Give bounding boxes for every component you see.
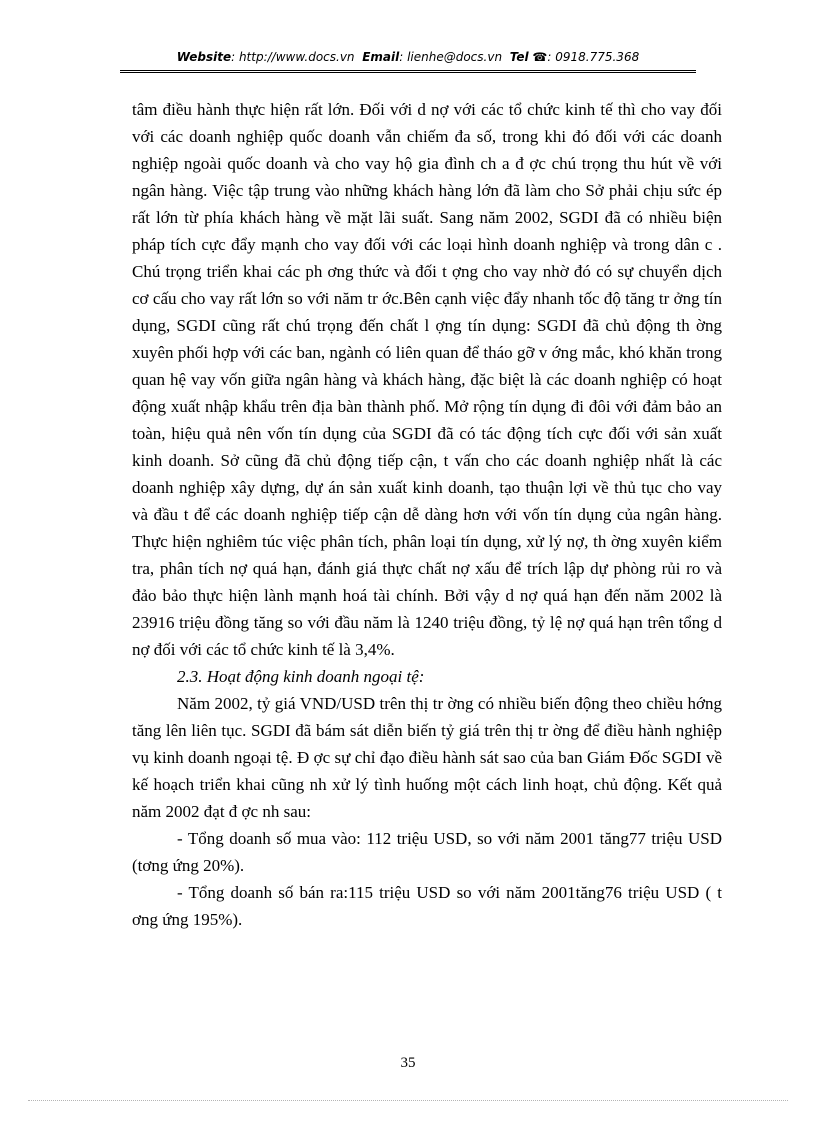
page-number: 35	[400, 1055, 416, 1071]
paragraph-credit: tâm điều hành thực hiện rất lớn. Đối với d nợ với các tổ chức kinh tế thì cho vay đối với các doanh nghiệp quốc doanh vẫn chiếm đa số, trong khi đó đối với các doanh nghiệp ngoài quốc doanh và cho vay hộ gia đình ch a đ ợc chú trọng thu hút về với ngân hàng. Việc tập trung vào những khách hàng lớn đã làm cho Sở phải chịu sức ép rất lớn từ phía khách hàng về mặt lãi suất. Sang năm 2002, SGDI đã có nhiều biện pháp tích cực đẩy mạnh cho vay đối với các loại hình doanh nghiệp và trong dân c . Chú trọng triển khai các ph ơng thức và đối t ợng cho vay nhờ đó có sự chuyển dịch cơ cấu cho vay rất lớn so với năm tr ớc.Bên cạnh việc đẩy nhanh tốc độ tăng tr ởng tín dụng, SGDI cũng rất chú trọng đến chất l ợng tín dụng: SGDI đã chủ động th ờng xuyên phối hợp với các ban, ngành có liên quan để tháo gỡ v ớng mắc, khó khăn trong quan hệ vay vốn giữa ngân hàng và khách hàng, đặc biệt là các doanh nghiệp có hoạt động xuất nhập khẩu trên địa bàn thành phố. Mở rộng tín dụng đi đôi với đảm bảo an toàn, hiệu quả nên vốn tín dụng của SGDI đã có tác động tích cực đối với sản xuất kinh doanh. Sở cũng đã chủ động tiếp cận, t vấn cho các doanh nghiệp nhất là các doanh nghiệp xây dựng, dự án sản xuất kinh doanh, tạo thuận lợi về thủ tục cho vay và đầu t để các doanh nghiệp tiếp cận dễ dàng hơn với vốn tín dụng của ngân hàng. Thực hiện nghiêm túc việc phân tích, phân loại tín dụng, xử lý nợ, th ờng xuyên kiểm tra, phân tích nợ quá hạn, đánh giá thực chất nợ xấu để trích lập dự phòng rủi ro và đảo bảo thực hiện lành mạnh hoá tài chính. Bởi vậy d nợ quá hạn đến năm 2002 là 23916 triệu đồng tăng so với đầu năm là 1240 triệu đồng, tỷ lệ nợ quá hạn trên tổng d nợ đối với các tổ chức kinh tế là 3,4%.	[132, 100, 722, 659]
phone-icon: ☎	[532, 50, 548, 64]
tel-label: Tel	[509, 50, 529, 64]
list-item-buy: - Tổng doanh số mua vào: 112 triệu USD, so với năm 2001 tăng77 triệu USD (tơng ứng 20%).	[132, 829, 722, 875]
paragraph-forex: Năm 2002, tỷ giá VND/USD trên thị tr ờng có nhiều biến động theo chiều hớng tăng lên liên tục. SGDI đã bám sát diễn biến tỷ giá trên thị tr ờng để điều hành nghiệp vụ kinh doanh ngoại tệ. Đ ợc sự chỉ đạo điều hành sát sao của ban Giám Đốc SGDI về kế hoạch triển khai cũng nh xử lý tình huống một cách linh hoạt, chủ động. Kết quả năm 2002 đạt đ ợc nh sau:	[132, 694, 722, 821]
footer-divider	[28, 1100, 788, 1101]
website-label: Website	[176, 50, 232, 64]
website-value: : http://www.docs.vn	[231, 50, 355, 64]
document-body	[132, 96, 722, 933]
email-label: Email	[362, 50, 400, 64]
section-heading: 2.3. Hoạt động kinh doanh ngoại tệ:	[177, 667, 425, 686]
page-header	[120, 50, 696, 73]
tel-value: : 0918.775.368	[547, 50, 640, 64]
email-value: : lienhe@docs.vn	[399, 50, 503, 64]
list-item-sell: - Tổng doanh số bán ra:115 triệu USD so với năm 2001tăng76 triệu USD ( t ơng ứng 195%).	[132, 883, 722, 929]
